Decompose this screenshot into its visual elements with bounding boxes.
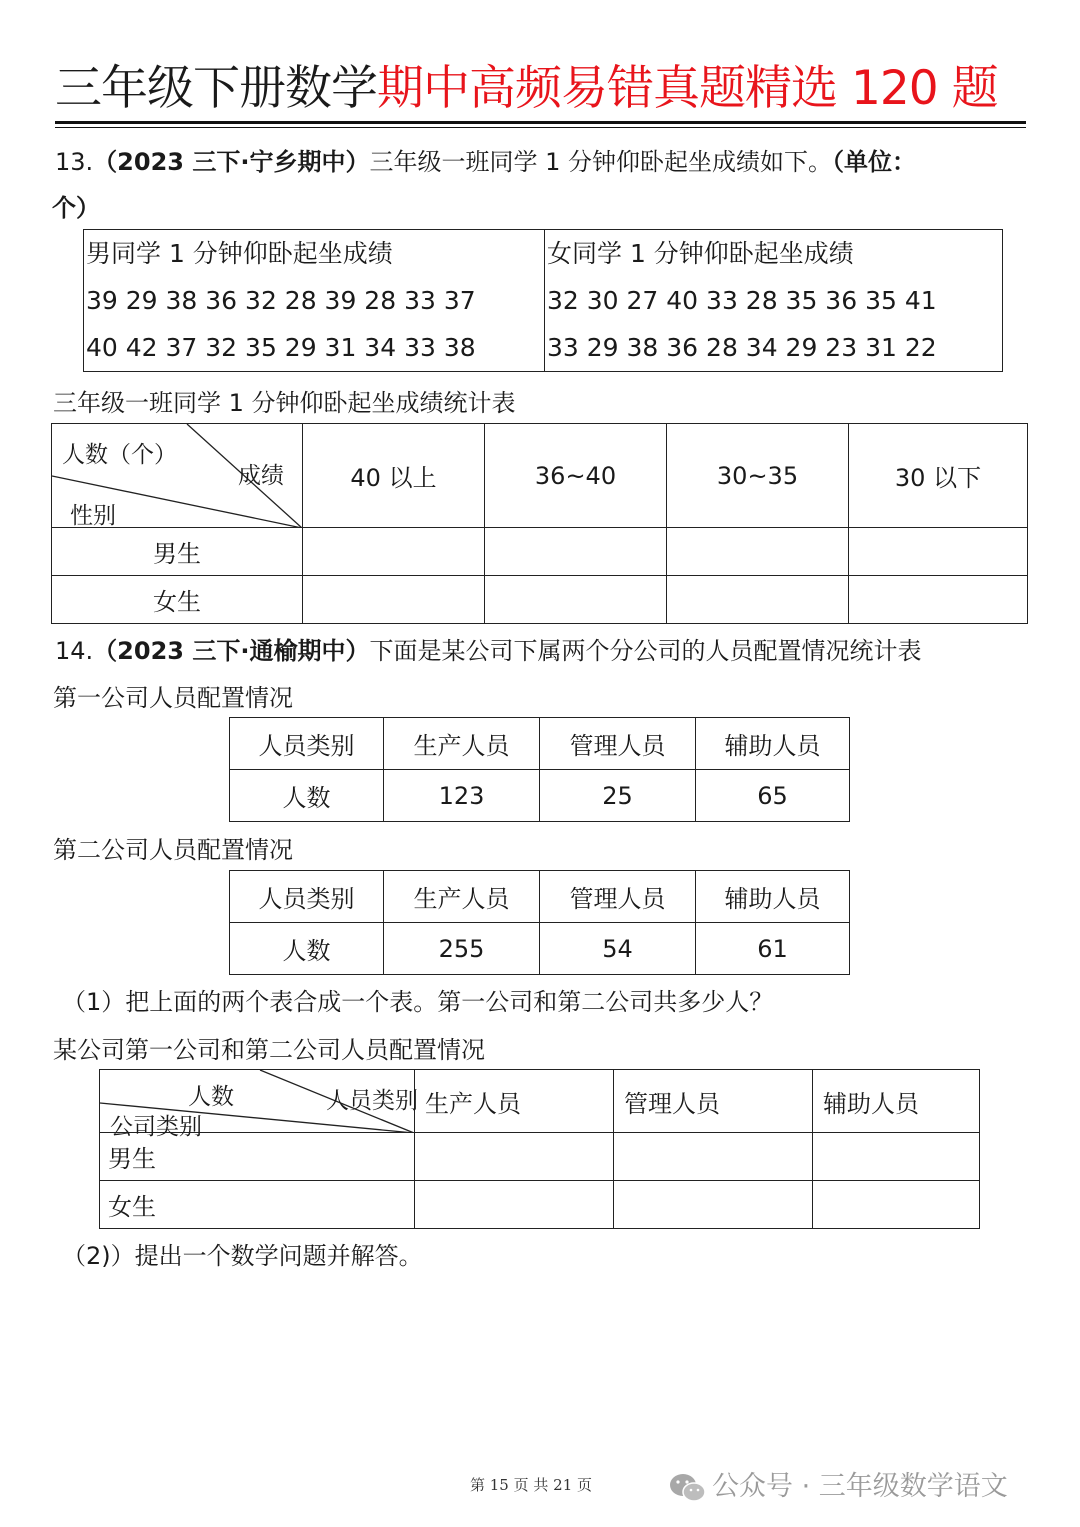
stat-col-header: 36~40	[485, 424, 667, 528]
title-black: 三年级下册数学	[55, 61, 377, 116]
combined-blank-cell[interactable]	[614, 1133, 813, 1181]
boys-row2: 40 42 37 32 35 29 31 34 33 38	[86, 333, 476, 362]
q13-text: 三年级一班同学 1 分钟仰卧起坐成绩如下。	[369, 148, 832, 176]
company1-title: 第一公司人员配置情况	[53, 684, 293, 712]
boys-header: 男同学 1 分钟仰卧起坐成绩	[86, 239, 393, 268]
company1-value: 65	[696, 770, 850, 822]
q13-unit-close: 个）	[52, 194, 100, 222]
boys-cell	[84, 230, 545, 372]
company2-row-label: 人数	[230, 923, 384, 975]
company2-header-cell: 生产人员	[384, 871, 540, 923]
stat-corner-right: 成绩	[238, 463, 284, 489]
girls-row1: 32 30 27 40 33 28 35 36 35 41	[547, 286, 937, 315]
combined-blank-cell[interactable]	[415, 1181, 614, 1229]
company2-header-cell: 管理人员	[540, 871, 696, 923]
combined-blank-cell[interactable]	[614, 1181, 813, 1229]
company2-title: 第二公司人员配置情况	[53, 836, 293, 864]
watermark	[668, 1464, 1008, 1504]
girls-row2: 33 29 38 36 28 34 29 23 31 22	[547, 333, 937, 362]
company1-table	[229, 717, 850, 822]
q14-source: （2023 三下·通榆期中）	[93, 637, 370, 665]
q13-unit-open: （单位：	[831, 148, 916, 176]
boys-row1: 39 29 38 36 32 28 39 28 33 37	[86, 286, 476, 315]
wechat-icon	[668, 1472, 708, 1504]
company1-row-label: 人数	[230, 770, 384, 822]
combined-blank-cell[interactable]	[813, 1181, 980, 1229]
combined-row-label: 男生	[100, 1133, 415, 1181]
stat-corner-cell	[52, 424, 303, 528]
combined-blank-cell[interactable]	[813, 1133, 980, 1181]
company2-header-cell: 辅助人员	[696, 871, 850, 923]
q14-number: 14.	[55, 637, 94, 665]
combined-corner-top: 人数	[188, 1084, 234, 1110]
stat-row-label: 女生	[52, 576, 303, 624]
title-rule-thin	[55, 127, 1026, 128]
company1-header-cell: 辅助人员	[696, 718, 850, 770]
company1-header-cell: 生产人员	[384, 718, 540, 770]
stat-col-header: 40 以上	[303, 424, 485, 528]
stat-row-label: 男生	[52, 528, 303, 576]
combined-col-header: 辅助人员	[813, 1070, 980, 1133]
title-red: 期中高频易错真题精选 120 题	[377, 61, 998, 116]
page-number: 第 15 页 共 21 页	[470, 1476, 593, 1494]
q14-part2: （2)）提出一个数学问题并解答。	[62, 1242, 423, 1270]
stat-blank-cell[interactable]	[303, 576, 485, 624]
stat-blank-cell[interactable]	[485, 576, 667, 624]
stat-blank-cell[interactable]	[849, 576, 1028, 624]
q14-text: 下面是某公司下属两个分公司的人员配置情况统计表	[369, 637, 922, 665]
stat-corner-top: 人数（个）	[62, 442, 177, 468]
combined-row-label: 女生	[100, 1181, 415, 1229]
q13-heading	[55, 146, 916, 178]
company1-value: 123	[384, 770, 540, 822]
combined-title: 某公司第一公司和第二公司人员配置情况	[53, 1036, 485, 1064]
company1-header-cell: 人员类别	[230, 718, 384, 770]
stat-blank-cell[interactable]	[303, 528, 485, 576]
q13-stat-table	[51, 423, 1028, 624]
stat-blank-cell[interactable]	[849, 528, 1028, 576]
girls-header: 女同学 1 分钟仰卧起坐成绩	[547, 239, 854, 268]
company2-value: 54	[540, 923, 696, 975]
stat-corner-bottom: 性别	[70, 503, 116, 529]
stat-blank-cell[interactable]	[667, 576, 849, 624]
q13-number: 13.	[55, 148, 94, 176]
combined-corner-cell	[100, 1070, 418, 1140]
stat-col-header: 30~35	[667, 424, 849, 528]
company2-header-cell: 人员类别	[230, 871, 384, 923]
stat-blank-cell[interactable]	[485, 528, 667, 576]
combined-table	[99, 1069, 980, 1229]
company2-value: 61	[696, 923, 850, 975]
q13-raw-data-table	[83, 229, 1003, 372]
watermark-text: 公众号 · 三年级数学语文	[712, 1471, 1008, 1502]
company2-value: 255	[384, 923, 540, 975]
title-rule-thick	[55, 121, 1026, 124]
combined-col-header: 管理人员	[614, 1070, 813, 1133]
q13-stat-title: 三年级一班同学 1 分钟仰卧起坐成绩统计表	[53, 389, 516, 417]
combined-col-header: 生产人员	[415, 1070, 614, 1133]
combined-corner-right: 人员类别	[326, 1088, 418, 1114]
page-title	[55, 58, 1035, 120]
combined-blank-cell[interactable]	[415, 1133, 614, 1181]
q14-heading	[55, 635, 921, 667]
company1-value: 25	[540, 770, 696, 822]
stat-blank-cell[interactable]	[667, 528, 849, 576]
girls-cell	[545, 230, 1003, 372]
combined-corner-bottom: 公司类别	[110, 1114, 202, 1140]
company1-header-cell: 管理人员	[540, 718, 696, 770]
q13-source: （2023 三下·宁乡期中）	[93, 148, 370, 176]
stat-col-header: 30 以下	[849, 424, 1028, 528]
company2-table	[229, 870, 850, 975]
q14-part1: （1）把上面的两个表合成一个表。第一公司和第二公司共多少人？	[62, 988, 774, 1016]
